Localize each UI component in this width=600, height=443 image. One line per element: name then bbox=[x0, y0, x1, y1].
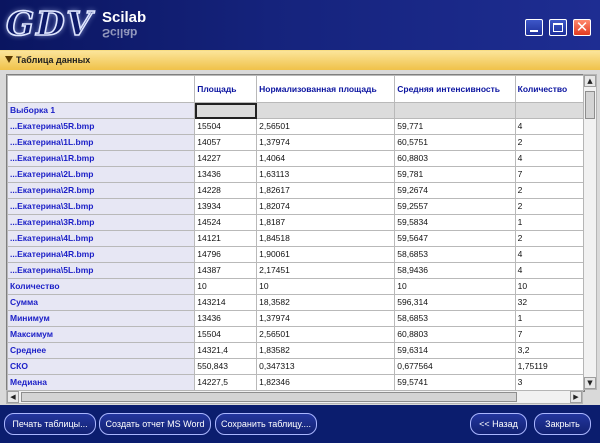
table-cell[interactable]: 59,5834 bbox=[395, 215, 515, 231]
table-cell[interactable]: 1,82346 bbox=[257, 375, 395, 391]
table-cell[interactable]: 13436 bbox=[195, 167, 257, 183]
table-row[interactable] bbox=[8, 119, 584, 135]
title-bar bbox=[0, 0, 600, 50]
table-cell[interactable] bbox=[257, 103, 395, 119]
table-cell[interactable] bbox=[195, 103, 257, 119]
table-cell[interactable]: 14321,4 bbox=[195, 343, 257, 359]
table-row[interactable] bbox=[8, 295, 584, 311]
table-row[interactable] bbox=[8, 311, 584, 327]
table-cell[interactable]: 10 bbox=[515, 279, 583, 295]
row-header[interactable]: ...Екатерина\5L.bmp bbox=[8, 263, 195, 279]
table-cell[interactable]: 10 bbox=[195, 279, 257, 295]
row-header[interactable]: ...Екатерина\3L.bmp bbox=[8, 199, 195, 215]
table-cell[interactable]: 15504 bbox=[195, 119, 257, 135]
column-header-area[interactable]: Площадь bbox=[195, 76, 257, 103]
table-row[interactable] bbox=[8, 375, 584, 391]
row-header[interactable]: СКО bbox=[8, 359, 195, 375]
column-header-mean-intensity[interactable]: Средняя интенсивность bbox=[395, 76, 515, 103]
table-cell[interactable]: 1,84518 bbox=[257, 231, 395, 247]
vertical-scroll-thumb[interactable] bbox=[585, 91, 595, 119]
panel-title: Таблица данных bbox=[16, 55, 91, 65]
table-cell[interactable]: 1 bbox=[515, 215, 583, 231]
vertical-scrollbar[interactable] bbox=[583, 74, 597, 390]
table-cell[interactable]: 2 bbox=[515, 231, 583, 247]
row-header[interactable]: ...Екатерина\4R.bmp bbox=[8, 247, 195, 263]
table-cell[interactable]: 1,83582 bbox=[257, 343, 395, 359]
table-cell[interactable]: 13934 bbox=[195, 199, 257, 215]
table-row[interactable] bbox=[8, 103, 584, 119]
table-cell[interactable]: 14228 bbox=[195, 183, 257, 199]
row-header[interactable]: Минимум bbox=[8, 311, 195, 327]
table-row[interactable] bbox=[8, 359, 584, 375]
horizontal-scroll-thumb[interactable] bbox=[21, 392, 517, 402]
table-cell[interactable]: 59,5741 bbox=[395, 375, 515, 391]
table-cell[interactable]: 2 bbox=[515, 199, 583, 215]
save-table-button[interactable]: Сохранить таблицу.... bbox=[215, 413, 317, 435]
horizontal-scrollbar[interactable] bbox=[6, 390, 583, 404]
table-row[interactable] bbox=[8, 199, 584, 215]
row-header[interactable]: ...Екатерина\3R.bmp bbox=[8, 215, 195, 231]
table-cell[interactable]: 14387 bbox=[195, 263, 257, 279]
column-header-count[interactable]: Количество bbox=[515, 76, 583, 103]
table-cell[interactable]: 1,8187 bbox=[257, 215, 395, 231]
row-header[interactable]: Среднее bbox=[8, 343, 195, 359]
table-row[interactable] bbox=[8, 183, 584, 199]
data-table-grid[interactable] bbox=[6, 74, 585, 392]
table-row[interactable] bbox=[8, 215, 584, 231]
table-cell[interactable]: 60,8803 bbox=[395, 151, 515, 167]
table-cell[interactable]: 14227 bbox=[195, 151, 257, 167]
table-cell[interactable]: 1,37974 bbox=[257, 311, 395, 327]
table-cell[interactable]: 60,5751 bbox=[395, 135, 515, 151]
data-table bbox=[7, 75, 584, 392]
arrow-right-icon[interactable]: ▶ bbox=[570, 391, 582, 403]
table-cell[interactable]: 1 bbox=[515, 311, 583, 327]
row-header[interactable]: Количество bbox=[8, 279, 195, 295]
close-icon: ✕ bbox=[575, 18, 589, 36]
table-cell[interactable]: 7 bbox=[515, 167, 583, 183]
table-cell[interactable]: 32 bbox=[515, 295, 583, 311]
table-row[interactable] bbox=[8, 231, 584, 247]
table-cell[interactable]: 7 bbox=[515, 327, 583, 343]
table-cell[interactable]: 10 bbox=[395, 279, 515, 295]
table-cell[interactable]: 2,56501 bbox=[257, 119, 395, 135]
table-cell[interactable]: 18,3582 bbox=[257, 295, 395, 311]
table-cell[interactable]: 59,781 bbox=[395, 167, 515, 183]
row-header[interactable]: ...Екатерина\5R.bmp bbox=[8, 119, 195, 135]
table-cell[interactable]: 14524 bbox=[195, 215, 257, 231]
triangle-down-icon[interactable] bbox=[5, 56, 13, 63]
arrow-left-icon[interactable]: ◀ bbox=[7, 391, 19, 403]
row-header[interactable]: ...Екатерина\2L.bmp bbox=[8, 167, 195, 183]
panel-header[interactable] bbox=[0, 50, 600, 70]
table-cell[interactable]: 4 bbox=[515, 247, 583, 263]
maximize-icon bbox=[553, 23, 563, 32]
table-cell[interactable]: 59,6314 bbox=[395, 343, 515, 359]
header-row bbox=[8, 76, 584, 103]
table-cell[interactable] bbox=[395, 103, 515, 119]
table-cell[interactable]: 2,56501 bbox=[257, 327, 395, 343]
bottom-toolbar bbox=[0, 405, 600, 443]
table-cell[interactable]: 3 bbox=[515, 375, 583, 391]
table-cell[interactable]: 58,6853 bbox=[395, 311, 515, 327]
table-cell[interactable]: 143214 bbox=[195, 295, 257, 311]
table-row[interactable] bbox=[8, 247, 584, 263]
table-cell[interactable]: 58,6853 bbox=[395, 247, 515, 263]
table-cell[interactable]: 1,82074 bbox=[257, 199, 395, 215]
close-button[interactable]: Закрыть bbox=[534, 413, 591, 435]
table-row[interactable] bbox=[8, 151, 584, 167]
table-row[interactable] bbox=[8, 327, 584, 343]
table-cell[interactable]: 59,5647 bbox=[395, 231, 515, 247]
arrow-down-icon[interactable]: ▼ bbox=[584, 377, 596, 389]
table-cell[interactable]: 4 bbox=[515, 119, 583, 135]
table-cell[interactable]: 1,63113 bbox=[257, 167, 395, 183]
content-area bbox=[0, 70, 600, 405]
column-header-normalized-area[interactable]: Нормализованная площадь bbox=[257, 76, 395, 103]
scilab-brand: Scilab bbox=[102, 9, 147, 26]
table-cell[interactable]: 10 bbox=[257, 279, 395, 295]
table-row[interactable] bbox=[8, 279, 584, 295]
create-word-report-button[interactable]: Создать отчет MS Word bbox=[99, 413, 211, 435]
table-cell[interactable]: 2,17451 bbox=[257, 263, 395, 279]
table-cell[interactable]: 2 bbox=[515, 183, 583, 199]
back-button[interactable]: << Назад bbox=[470, 413, 527, 435]
table-row[interactable] bbox=[8, 263, 584, 279]
row-header[interactable]: Медиана bbox=[8, 375, 195, 391]
table-cell[interactable]: 14121 bbox=[195, 231, 257, 247]
table-cell[interactable]: 59,771 bbox=[395, 119, 515, 135]
table-row[interactable] bbox=[8, 135, 584, 151]
table-cell[interactable]: 14227,5 bbox=[195, 375, 257, 391]
table-cell[interactable]: 596,314 bbox=[395, 295, 515, 311]
row-header[interactable]: Максимум bbox=[8, 327, 195, 343]
table-cell[interactable] bbox=[515, 103, 583, 119]
table-cell[interactable]: 1,82617 bbox=[257, 183, 395, 199]
gdv-logo: GDV bbox=[6, 4, 94, 43]
table-cell[interactable]: 4 bbox=[515, 263, 583, 279]
table-cell[interactable]: 3,2 bbox=[515, 343, 583, 359]
table-cell[interactable]: 1,75119 bbox=[515, 359, 583, 375]
table-cell[interactable]: 0,347313 bbox=[257, 359, 395, 375]
table-cell[interactable]: 550,843 bbox=[195, 359, 257, 375]
minimize-icon bbox=[530, 30, 538, 32]
minimize-button[interactable] bbox=[525, 19, 543, 36]
arrow-up-icon[interactable]: ▲ bbox=[584, 75, 596, 87]
table-cell[interactable]: 1,90061 bbox=[257, 247, 395, 263]
row-header[interactable]: Сумма bbox=[8, 295, 195, 311]
table-cell[interactable]: 1,37974 bbox=[257, 135, 395, 151]
table-cell[interactable]: 60,8803 bbox=[395, 327, 515, 343]
table-cell[interactable]: 14796 bbox=[195, 247, 257, 263]
table-cell[interactable]: 2 bbox=[515, 135, 583, 151]
table-cell[interactable]: 13436 bbox=[195, 311, 257, 327]
table-cell[interactable]: 59,2557 bbox=[395, 199, 515, 215]
row-header[interactable]: Выборка 1 bbox=[8, 103, 195, 119]
row-header[interactable]: ...Екатерина\2R.bmp bbox=[8, 183, 195, 199]
print-table-button[interactable]: Печать таблицы... bbox=[4, 413, 96, 435]
table-cell[interactable]: 59,2674 bbox=[395, 183, 515, 199]
table-cell[interactable]: 14057 bbox=[195, 135, 257, 151]
column-header-corner bbox=[8, 76, 195, 103]
table-cell[interactable]: 15504 bbox=[195, 327, 257, 343]
row-header[interactable]: ...Екатерина\1L.bmp bbox=[8, 135, 195, 151]
maximize-button[interactable] bbox=[549, 19, 567, 36]
table-cell[interactable]: 58,9436 bbox=[395, 263, 515, 279]
table-row[interactable] bbox=[8, 343, 584, 359]
table-cell[interactable]: 0,677564 bbox=[395, 359, 515, 375]
row-header[interactable]: ...Екатерина\4L.bmp bbox=[8, 231, 195, 247]
scilab-brand-reflection: Scilab bbox=[102, 26, 138, 40]
table-row[interactable] bbox=[8, 167, 584, 183]
table-cell[interactable]: 4 bbox=[515, 151, 583, 167]
row-header[interactable]: ...Екатерина\1R.bmp bbox=[8, 151, 195, 167]
close-window-button[interactable] bbox=[573, 19, 591, 36]
table-cell[interactable]: 1,4064 bbox=[257, 151, 395, 167]
